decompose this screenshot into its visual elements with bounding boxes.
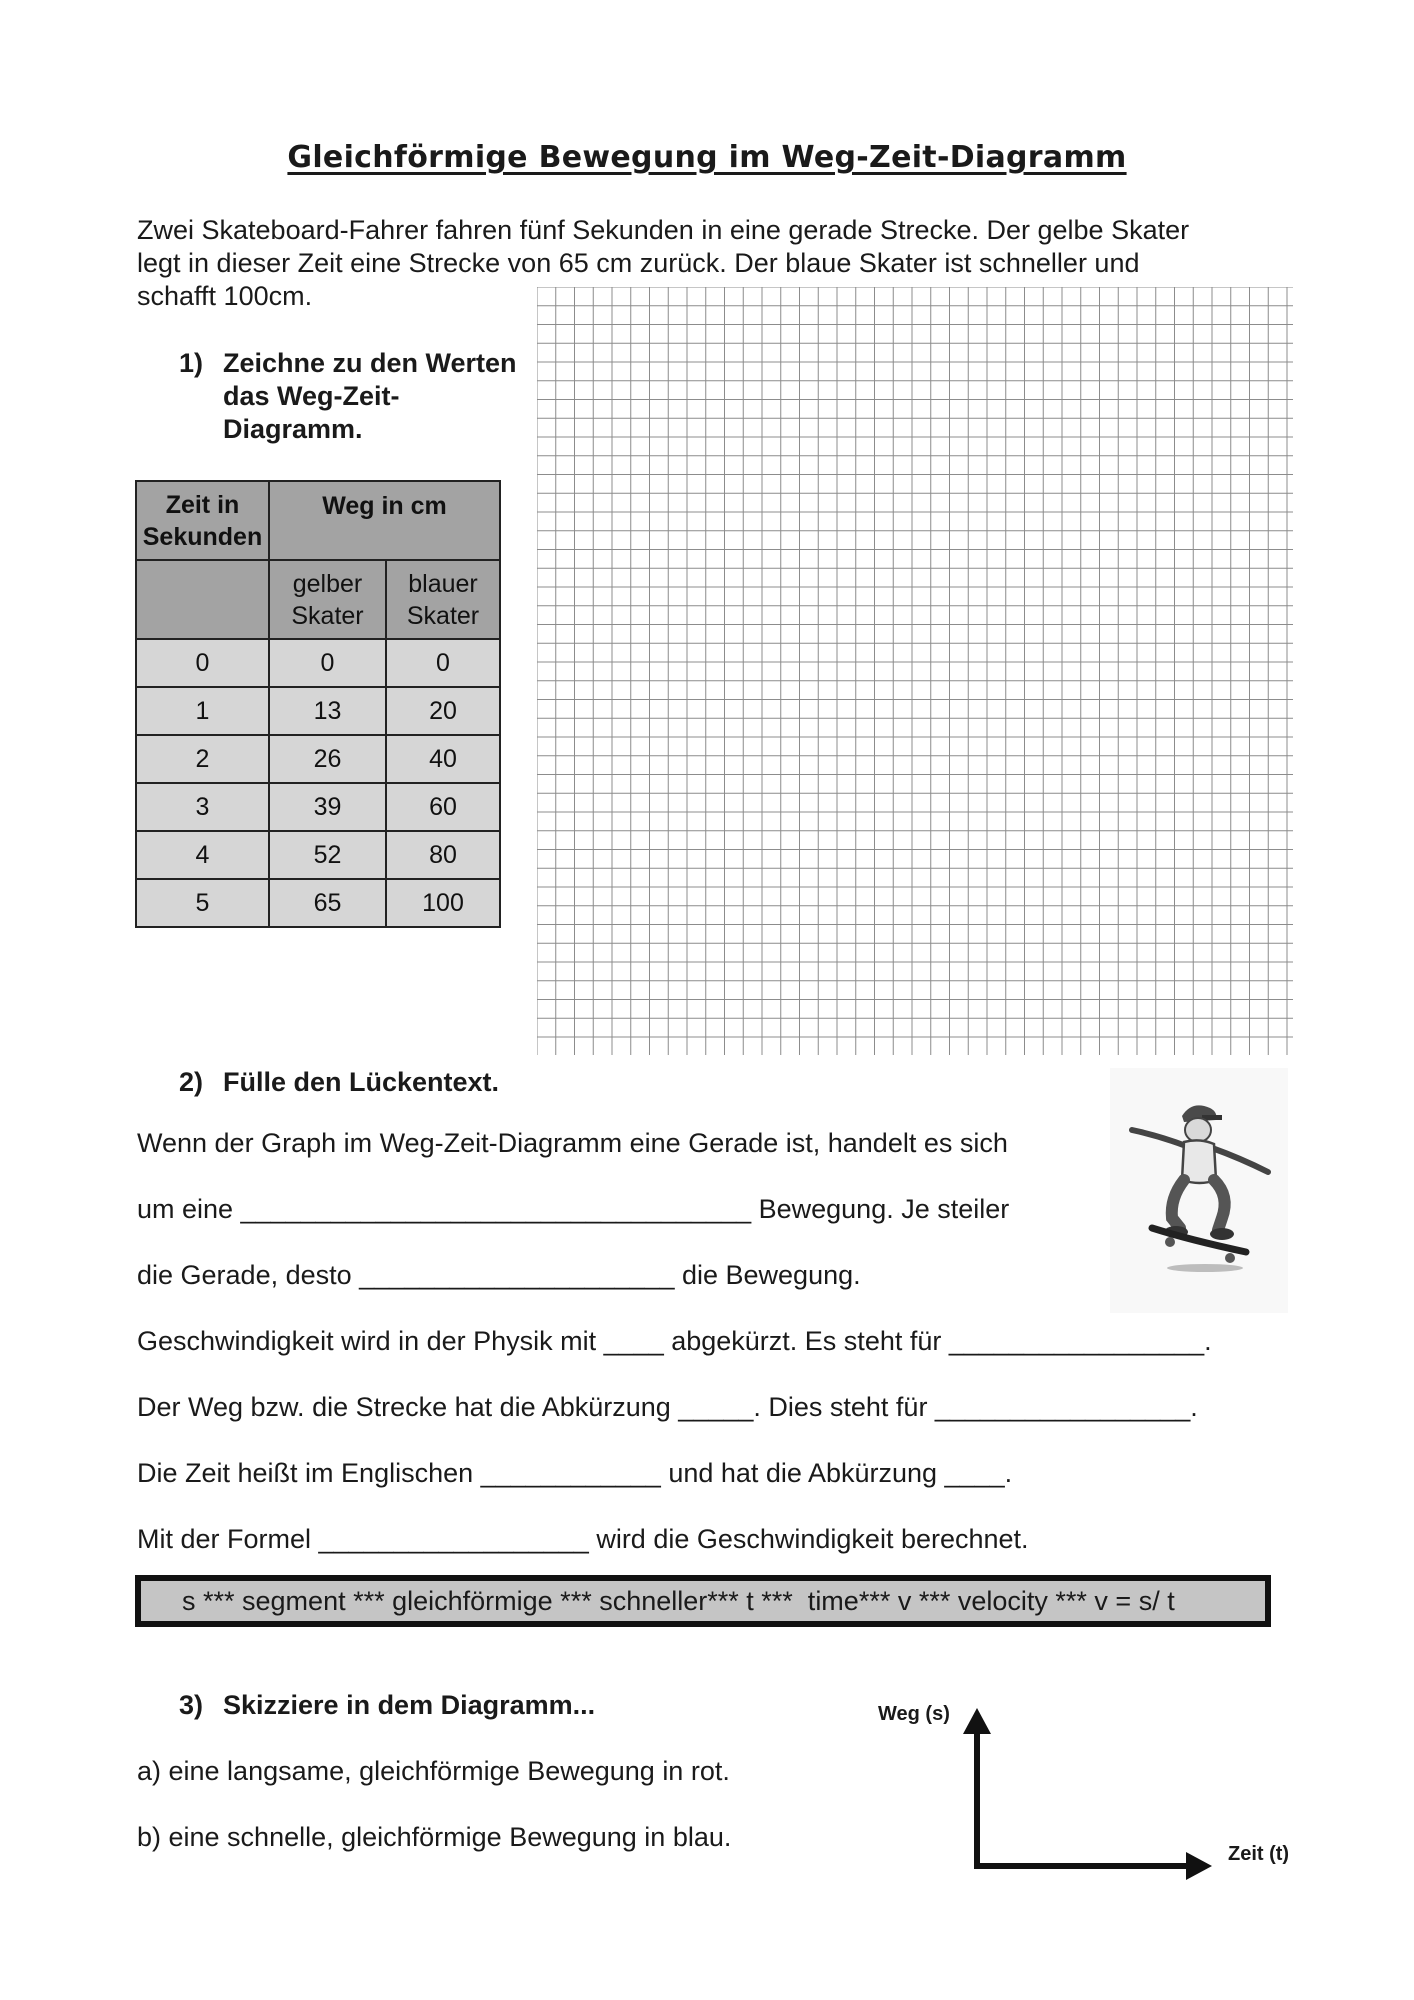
header-blue-line: blauer xyxy=(408,569,478,598)
time-cell: 1 xyxy=(136,687,269,735)
y-axis-arrow-icon xyxy=(963,1708,991,1734)
table-row xyxy=(136,783,500,831)
header-yellow-line: Skater xyxy=(291,601,364,630)
header-blue-skater xyxy=(386,560,500,639)
intro-line: legt in dieser Zeit eine Strecke von 65 cm zurück. Der blaue Skater ist schneller und xyxy=(137,248,1140,278)
task-3-text: Skizziere in dem Diagramm... xyxy=(223,1690,596,1720)
worksheet-title: Gleichförmige Bewegung im Weg-Zeit-Diagramm xyxy=(287,140,1127,175)
task-1-line: Zeichne zu den Werten xyxy=(223,348,517,378)
header-time-line: Sekunden xyxy=(142,522,263,551)
intro-line: Zwei Skateboard-Fahrer fahren fünf Sekunden in eine gerade Strecke. Der gelbe Skater xyxy=(137,215,1190,245)
task-3-heading xyxy=(179,1689,779,1725)
cloze-line[interactable]: die Gerade, desto _____________________ die Bewegung. xyxy=(137,1260,861,1290)
table-row xyxy=(136,831,500,879)
task-1-number: 1) xyxy=(179,348,204,378)
graph-paper-grid xyxy=(537,287,1293,1055)
header-distance: Weg in cm xyxy=(269,481,500,560)
cloze-line[interactable]: um eine __________________________________ Bewegung. Je steiler xyxy=(137,1194,1010,1224)
axis-sketch[interactable] xyxy=(950,1700,1220,1890)
time-cell: 2 xyxy=(136,735,269,783)
table-row xyxy=(136,687,500,735)
yellow-cell: 26 xyxy=(269,735,386,783)
cloze-line[interactable]: Der Weg bzw. die Strecke hat die Abkürzung _____. Dies steht für _________________. xyxy=(137,1392,1198,1422)
time-cell: 5 xyxy=(136,879,269,927)
task-1-heading xyxy=(179,347,539,457)
blue-cell: 0 xyxy=(386,639,500,687)
cloze-line[interactable]: Die Zeit heißt im Englischen ____________ und hat die Abkürzung ____. xyxy=(137,1458,1013,1488)
task-2-heading xyxy=(179,1066,779,1102)
blue-cell: 100 xyxy=(386,879,500,927)
graph-paper[interactable] xyxy=(537,287,1293,1060)
header-empty-cell xyxy=(136,560,269,639)
task-1-line: Diagramm. xyxy=(223,414,363,444)
yellow-cell: 39 xyxy=(269,783,386,831)
task-1-text xyxy=(223,347,517,446)
task-1-line: das Weg-Zeit- xyxy=(223,381,400,411)
blue-cell: 80 xyxy=(386,831,500,879)
task-2-text: Fülle den Lückentext. xyxy=(223,1067,500,1097)
table-row xyxy=(136,735,500,783)
yellow-cell: 0 xyxy=(269,639,386,687)
table-row xyxy=(136,639,500,687)
table-row xyxy=(136,879,500,927)
x-axis-arrow-icon xyxy=(1186,1852,1212,1880)
intro-line: schafft 100cm. xyxy=(137,281,313,311)
skateboarder-illustration xyxy=(1110,1068,1288,1313)
time-cell: 4 xyxy=(136,831,269,879)
task-3-item-a: a) eine langsame, gleichförmige Bewegung in rot. xyxy=(137,1756,730,1786)
yellow-cell: 52 xyxy=(269,831,386,879)
time-cell: 0 xyxy=(136,639,269,687)
header-yellow-line: gelber xyxy=(292,569,363,598)
blue-cell: 20 xyxy=(386,687,500,735)
y-axis-label: Weg (s) xyxy=(878,1703,950,1725)
time-cell: 3 xyxy=(136,783,269,831)
header-yellow-skater xyxy=(269,560,386,639)
yellow-cell: 13 xyxy=(269,687,386,735)
blue-cell: 40 xyxy=(386,735,500,783)
header-blue-line: Skater xyxy=(406,601,480,630)
blue-cell: 60 xyxy=(386,783,500,831)
yellow-cell: 65 xyxy=(269,879,386,927)
value-table xyxy=(135,480,501,928)
task-3-item-b: b) eine schnelle, gleichförmige Bewegung in blau. xyxy=(137,1822,732,1852)
task-3-number: 3) xyxy=(179,1690,204,1720)
x-axis-label: Zeit (t) xyxy=(1228,1843,1290,1865)
cloze-line[interactable]: Geschwindigkeit wird in der Physik mit ____ abgekürzt. Es steht für _________________. xyxy=(137,1326,1212,1356)
cloze-line: Wenn der Graph im Weg-Zeit-Diagramm eine Gerade ist, handelt es sich xyxy=(137,1128,1008,1158)
cloze-line[interactable]: Mit der Formel __________________ wird die Geschwindigkeit berechnet. xyxy=(137,1524,1029,1554)
task-2-number: 2) xyxy=(179,1067,204,1097)
header-time-line: Zeit in xyxy=(165,490,240,519)
header-time xyxy=(136,481,269,560)
word-bank: s *** segment *** gleichförmige *** schneller*** t *** time*** v *** velocity *** v = s/ t xyxy=(135,1575,1271,1627)
